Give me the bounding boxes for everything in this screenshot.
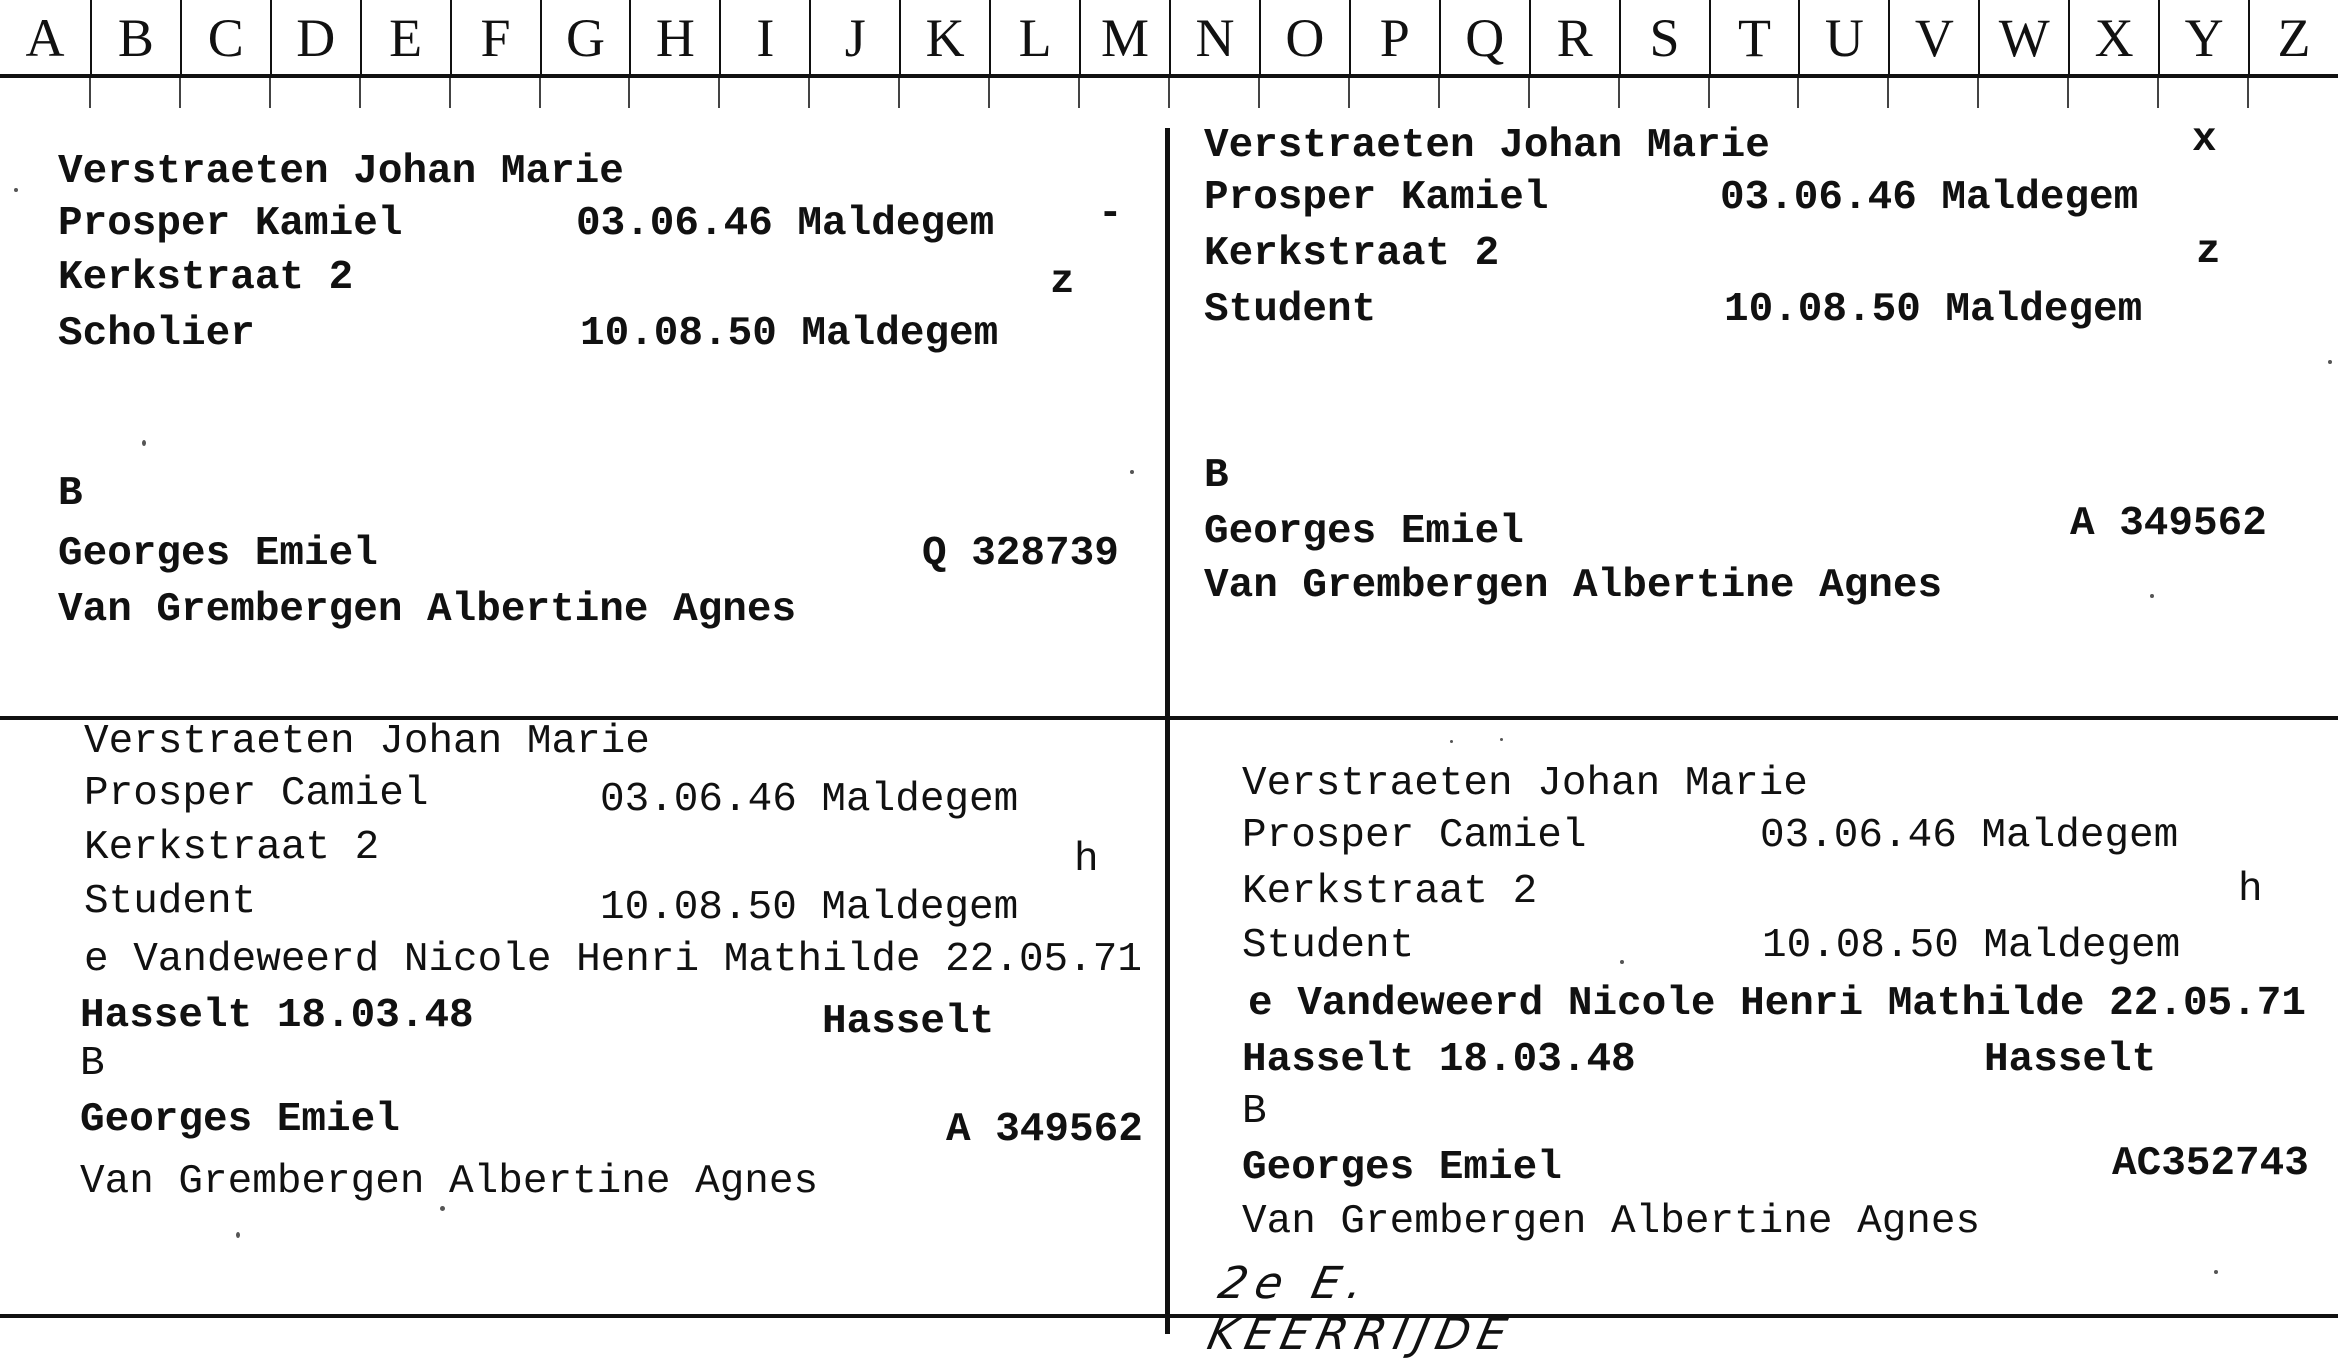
id-number: A 349562 [2070, 501, 2267, 547]
alphabet-tick [1797, 78, 1799, 108]
father-name: Georges Emiel [58, 531, 378, 577]
alphabet-letter-q: Q [1439, 0, 1529, 76]
person-name: Verstraeten Johan Marie [84, 719, 650, 765]
alphabet-letter-j: J [809, 0, 899, 76]
father-name: Georges Emiel [1204, 509, 1524, 555]
occupation: Student [1204, 287, 1377, 333]
alphabet-tick [898, 78, 900, 108]
alphabet-tick [808, 78, 810, 108]
mother-name: Van Grembergen Albertine Agnes [80, 1159, 819, 1205]
alphabet-letter-o: O [1259, 0, 1349, 76]
street-address: Kerkstraat 2 [1242, 869, 1538, 915]
alphabet-letter-d: D [270, 0, 360, 76]
alphabet-letter-x: X [2068, 0, 2158, 76]
alphabet-letter-r: R [1529, 0, 1619, 76]
alphabet-letter-h: H [629, 0, 719, 76]
registration-date-place: 10.08.50 Maldegem [600, 885, 1019, 931]
marriage-place: Hasselt [1984, 1037, 2157, 1083]
alphabet-letter-k: K [899, 0, 989, 76]
status-mark: h [2238, 867, 2263, 913]
alphabet-letter-c: C [180, 0, 270, 76]
alphabet-letter-a: A [25, 8, 65, 68]
handwritten-note: 2e E. KEERRIJDE [1203, 1258, 1520, 1360]
alphabet-tick [1078, 78, 1080, 108]
alphabet-tick [1348, 78, 1350, 108]
person-name: Verstraeten Johan Marie [1242, 761, 1808, 807]
registration-date-place: 10.08.50 Maldegem [1762, 923, 2181, 969]
person-name: Verstraeten Johan Marie [58, 149, 624, 195]
scan-speck [1450, 740, 1453, 743]
scan-speck [236, 1232, 240, 1238]
alphabet-tick [988, 78, 990, 108]
scan-speck [2150, 594, 2154, 598]
alphabet-ticks [0, 78, 2338, 108]
alphabet-tick [1977, 78, 1979, 108]
occupation: Student [84, 879, 257, 925]
alphabet-tick [1618, 78, 1620, 108]
section-letter: B [1204, 453, 1229, 499]
page-bottom-rule [0, 1314, 2338, 1318]
occupation: Scholier [58, 311, 255, 357]
section-letter: B [1242, 1089, 1267, 1135]
alphabet-letter-t: T [1709, 0, 1799, 76]
dash-mark: - [1098, 191, 1123, 237]
alphabet-letter-m: M [1079, 0, 1169, 76]
spouse-birth: Hasselt 18.03.48 [80, 993, 474, 1039]
street-address: Kerkstraat 2 [1204, 231, 1500, 277]
registration-date-place: 10.08.50 Maldegem [580, 311, 999, 357]
alphabet-letter-z: Z [2248, 0, 2338, 76]
alphabet-tick [1708, 78, 1710, 108]
mother-name: Van Grembergen Albertine Agnes [1242, 1199, 1981, 1245]
id-number: Q 328739 [922, 531, 1119, 577]
alphabet-letter-l: L [989, 0, 1079, 76]
card-divider-vertical [1165, 128, 1170, 1334]
alphabet-letter-b: B [90, 0, 180, 76]
alphabet-letter-v: V [1888, 0, 1978, 76]
alphabet-letter-u: U [1798, 0, 1888, 76]
id-number: AC352743 [2112, 1141, 2309, 1187]
alphabet-letter-n: N [1169, 0, 1259, 76]
alphabet-tick [2157, 78, 2159, 108]
section-letter: B [58, 471, 83, 517]
alphabet-tick [628, 78, 630, 108]
alphabet-letter-e: E [360, 0, 450, 76]
given-names: Prosper Camiel [84, 771, 429, 817]
birth-date-place: 03.06.46 Maldegem [576, 201, 995, 247]
spouse-details: e Vandeweerd Nicole Henri Mathilde 22.05.71 [84, 937, 1142, 983]
birth-date-place: 03.06.46 Maldegem [600, 777, 1019, 823]
marriage-place: Hasselt [822, 999, 995, 1045]
alphabet-tick [2247, 78, 2249, 108]
birth-date-place: 03.06.46 Maldegem [1760, 813, 2179, 859]
scan-speck [1130, 470, 1134, 474]
spouse-details: e Vandeweerd Nicole Henri Mathilde 22.05.71 [1248, 981, 2306, 1027]
top-mark: x [2192, 117, 2217, 163]
alphabet-tick [269, 78, 271, 108]
alphabet-letter-f: F [450, 0, 540, 76]
alphabet-tick [1887, 78, 1889, 108]
status-mark: z [1050, 259, 1075, 305]
scan-speck [440, 1206, 445, 1211]
alphabet-tick [1528, 78, 1530, 108]
status-mark: h [1074, 837, 1099, 883]
scan-speck [2214, 1270, 2218, 1274]
alphabet-tick [718, 78, 720, 108]
scan-speck [142, 440, 146, 446]
alphabet-tick [1438, 78, 1440, 108]
alphabet-letter-g: G [540, 0, 630, 76]
alphabet-tick [1168, 78, 1170, 108]
occupation: Student [1242, 923, 1415, 969]
alphabet-tick [89, 78, 91, 108]
alphabet-tick [449, 78, 451, 108]
mother-name: Van Grembergen Albertine Agnes [1204, 563, 1943, 609]
scan-speck [2328, 360, 2332, 364]
street-address: Kerkstraat 2 [84, 825, 380, 871]
alphabet-letter-i: I [719, 0, 809, 76]
status-mark: z [2196, 229, 2221, 275]
given-names: Prosper Camiel [1242, 813, 1587, 859]
registration-date-place: 10.08.50 Maldegem [1724, 287, 2143, 333]
street-address: Kerkstraat 2 [58, 255, 354, 301]
scan-speck [1620, 960, 1624, 964]
mother-name: Van Grembergen Albertine Agnes [58, 587, 797, 633]
alphabet-tick [2067, 78, 2069, 108]
father-name: Georges Emiel [80, 1097, 400, 1143]
alphabet-letter-p: P [1349, 0, 1439, 76]
spouse-birth: Hasselt 18.03.48 [1242, 1037, 1636, 1083]
alphabet-tick [359, 78, 361, 108]
alphabet-index-row [0, 0, 2338, 76]
alphabet-tick [179, 78, 181, 108]
given-names: Prosper Kamiel [58, 201, 403, 247]
scan-speck [14, 188, 18, 192]
father-name: Georges Emiel [1242, 1145, 1562, 1191]
alphabet-letter-y: Y [2158, 0, 2248, 76]
id-number: A 349562 [946, 1107, 1143, 1153]
scan-speck [1500, 738, 1503, 741]
birth-date-place: 03.06.46 Maldegem [1720, 175, 2139, 221]
alphabet-letter-w: W [1978, 0, 2068, 76]
given-names: Prosper Kamiel [1204, 175, 1549, 221]
person-name: Verstraeten Johan Marie [1204, 123, 1770, 169]
alphabet-tick [539, 78, 541, 108]
alphabet-letter-s: S [1619, 0, 1709, 76]
section-letter: B [80, 1041, 105, 1087]
alphabet-tick [1258, 78, 1260, 108]
